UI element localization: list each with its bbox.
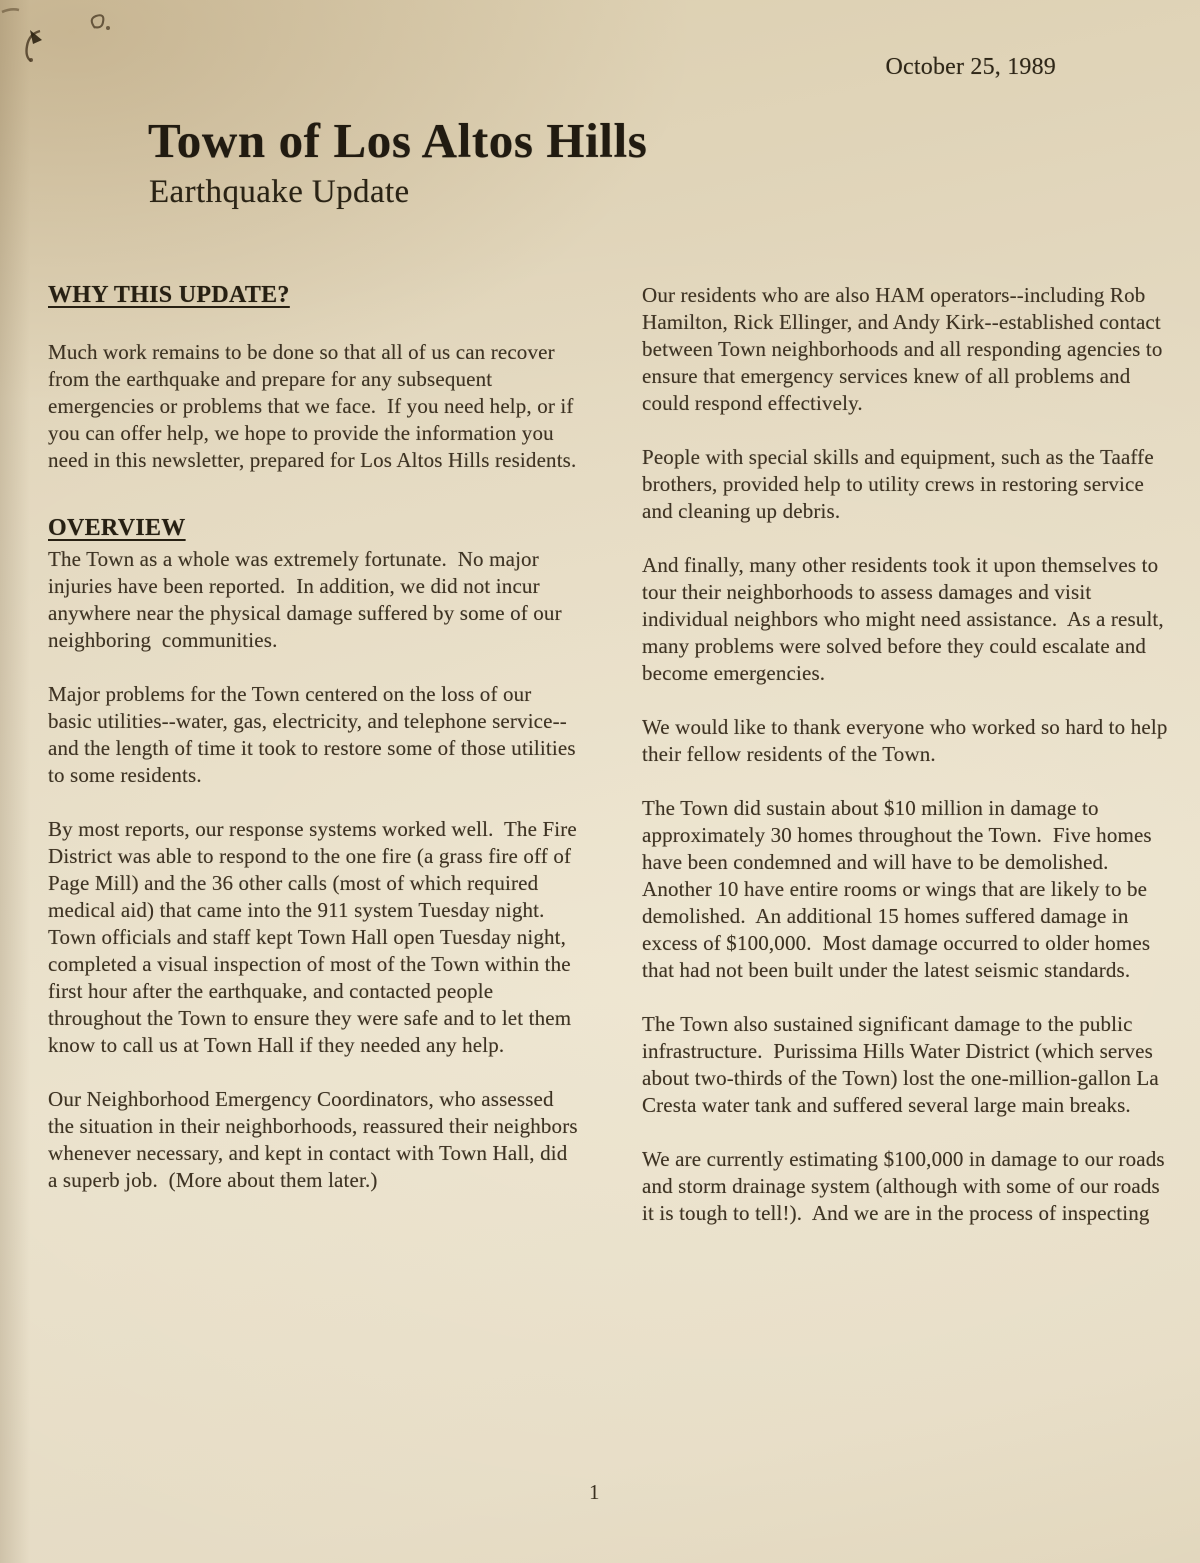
pen-scribble-marks [0, 0, 150, 130]
left-column [48, 282, 584, 1254]
paragraph-residents-tour: And finally, many other residents took it upon themselves to tour their neighborhoods to assess damages and visit individual neighbors who might need assistance. As a result, many problems were solved before they could escalate and become emergencies. [642, 553, 1170, 685]
overview-paragraph-utilities: Major problems for the Town centered on the loss of our basic utilities--water, gas, electricity, and telephone service--and the length of time it took to restore some of those utilities to some residents. [48, 682, 582, 787]
overview-paragraph-response: By most reports, our response systems worked well. The Fire District was able to respond to the one fire (a grass fire off of Page Mill) and the 36 other calls (most of which required medical aid) that came into the 911 system Tuesday night. Town officials and staff kept Town Hall open Tuesday night, completed a visual inspection of most of the Town within the first hour after the earthquake, and contacted people throughout the Town to ensure they were safe and to let them know to call us at Town Hall if they needed any help. [48, 817, 583, 1057]
document-title: Town of Los Altos Hills [148, 113, 648, 168]
page-number: 1 [589, 1480, 600, 1504]
document-subtitle: Earthquake Update [149, 174, 410, 210]
paragraph-infrastructure-damage: The Town also sustained significant damage to the public infrastructure. Purissima Hills Water District (which serves about two-thirds of the Town) lost the one-million-gallon La Cresta water tank and suffered several large main breaks. [642, 1012, 1165, 1117]
paragraph-home-damage: The Town did sustain about $10 million in damage to approximately 30 homes throughout the Town. Five homes have been condemned and will have to be demolished. Another 10 have entire rooms or wings that are likely to be demolished. An additional 15 homes suffered damage in excess of $100,000. Most damage occurred to older homes that had not been built under the latest seismic standards. [642, 796, 1158, 982]
paragraph-ham-operators: Our residents who are also HAM operators--including Rob Hamilton, Rick Ellinger, and Andy Kirk--established contact between Town neighborhoods and all responding agencies to ensure that emergency services knew of all problems and could respond effectively. [642, 283, 1168, 415]
section-heading-overview: OVERVIEW [48, 515, 186, 541]
paragraph-road-damage: We are currently estimating $100,000 in damage to our roads and storm drainage system (although with some of our roads it is tough to tell!). And we are in the process of inspecting [642, 1147, 1171, 1225]
two-column-body [48, 282, 1172, 1254]
overview-paragraph-fortunate: The Town as a whole was extremely fortunate. No major injuries have been reported. In addition, we did not incur anywhere near the physical damage suffered by some of our neighboring communities. [48, 547, 568, 652]
why-update-paragraph: Much work remains to be done so that all of us can recover from the earthquake and prepare for any subsequent emergencies or problems that we face. If you need help, or if you can offer help, we hope to provide the information you need in this newsletter, prepared for Los Altos Hills residents. [48, 340, 579, 472]
document-date: October 25, 1989 [885, 54, 1056, 80]
right-column [642, 282, 1172, 1254]
paragraph-thanks: We would like to thank everyone who worked so hard to help their fellow residents of the Town. [642, 715, 1173, 766]
section-heading-why-this-update: WHY THIS UPDATE? [48, 282, 290, 308]
overview-paragraph-coordinators: Our Neighborhood Emergency Coordinators, who assessed the situation in their neighborhoods, reassured their neighbors whenever necessary, and kept in contact with Town Hall, did a superb job. (More about them later.) [48, 1087, 584, 1192]
paragraph-special-skills: People with special skills and equipment, such as the Taaffe brothers, provided help to utility crews in restoring service and cleaning up debris. [642, 445, 1160, 523]
